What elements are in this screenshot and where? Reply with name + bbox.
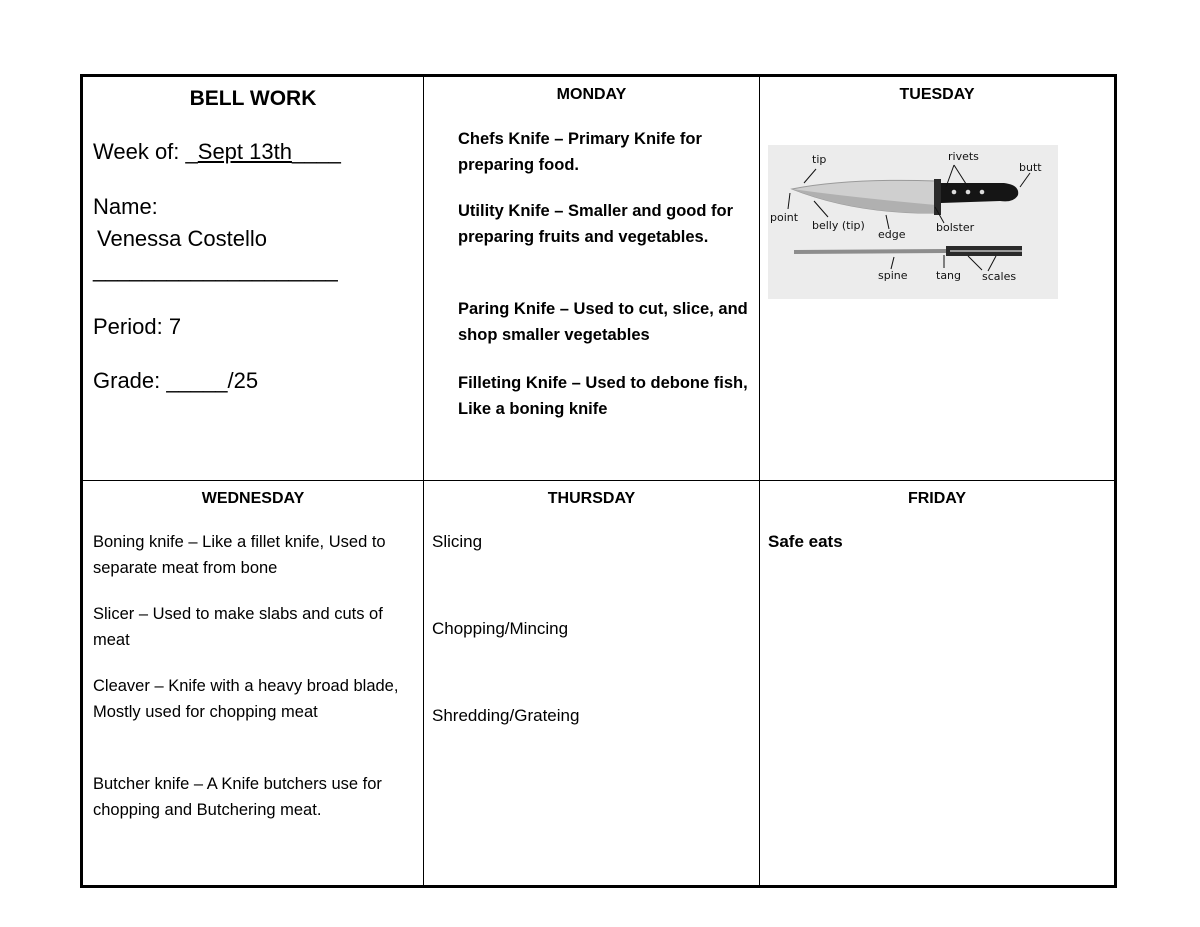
label-scales: scales [982, 270, 1017, 283]
thursday-item: Chopping/Mincing [432, 619, 569, 638]
monday-item: Chefs Knife – Primary Knife for preparing food. [458, 130, 702, 174]
name-label: Name: [93, 194, 158, 219]
tuesday-cell [760, 77, 1114, 481]
label-edge: edge [878, 228, 906, 241]
name-underline: ____________________ [93, 257, 338, 282]
bell-work-title: BELL WORK [189, 87, 317, 110]
knife-anatomy-diagram [768, 145, 1058, 299]
monday-item: Utility Knife – Smaller and good for preparing fruits and vegetables. [458, 202, 734, 246]
wednesday-item: Cleaver – Knife with a heavy broad blade, Mostly used for chopping meat [93, 677, 399, 721]
monday-item: Paring Knife – Used to cut, slice, and shop smaller vegetables [458, 300, 748, 344]
knife-diagram-svg [768, 145, 1058, 299]
thursday-item: Slicing [432, 532, 483, 551]
label-point: point [770, 211, 799, 224]
monday-item: Filleting Knife – Used to debone fish, Like a boning knife [458, 374, 748, 418]
week-of-value: Sept 13th [197, 139, 292, 164]
monday-cell [424, 77, 760, 481]
wednesday-heading: WEDNESDAY [201, 490, 305, 507]
friday-cell [760, 481, 1114, 885]
week-of-label: Week of: _ [93, 139, 198, 164]
rivet [980, 190, 985, 195]
knife-bolster [934, 179, 941, 215]
label-tang: tang [936, 269, 962, 282]
wednesday-cell [83, 481, 424, 885]
label-tip: tip [812, 153, 827, 166]
period-field: Period: 7 [93, 314, 182, 339]
knife-spine-blade [794, 251, 946, 252]
grade-field: Grade: _____/25 [93, 368, 259, 393]
thursday-heading: THURSDAY [547, 490, 636, 507]
label-rivets: rivets [948, 150, 979, 163]
thursday-cell [424, 481, 760, 885]
label-spine: spine [878, 269, 908, 282]
bell-work-table [80, 74, 1117, 888]
label-belly: belly (tip) [812, 219, 865, 232]
rivet [952, 190, 957, 195]
label-butt: butt [1019, 161, 1042, 174]
wednesday-item: Butcher knife – A Knife butchers use for chopping and Butchering meat. [93, 775, 382, 819]
tuesday-heading: TUESDAY [899, 86, 975, 103]
week-of-trail: ____ [291, 139, 341, 164]
friday-item: Safe eats [768, 532, 843, 551]
student-name: Venessa Costello [97, 226, 267, 251]
wednesday-item: Slicer – Used to make slabs and cuts of meat [93, 605, 383, 649]
label-bolster: bolster [936, 221, 975, 234]
week-of-field [93, 138, 341, 166]
wednesday-item: Boning knife – Like a fillet knife, Used to separate meat from bone [93, 533, 386, 577]
friday-heading: FRIDAY [907, 490, 967, 507]
rivet [966, 190, 971, 195]
monday-heading: MONDAY [556, 86, 627, 103]
bell-work-cell [83, 77, 424, 481]
thursday-item: Shredding/Grateing [432, 706, 580, 725]
